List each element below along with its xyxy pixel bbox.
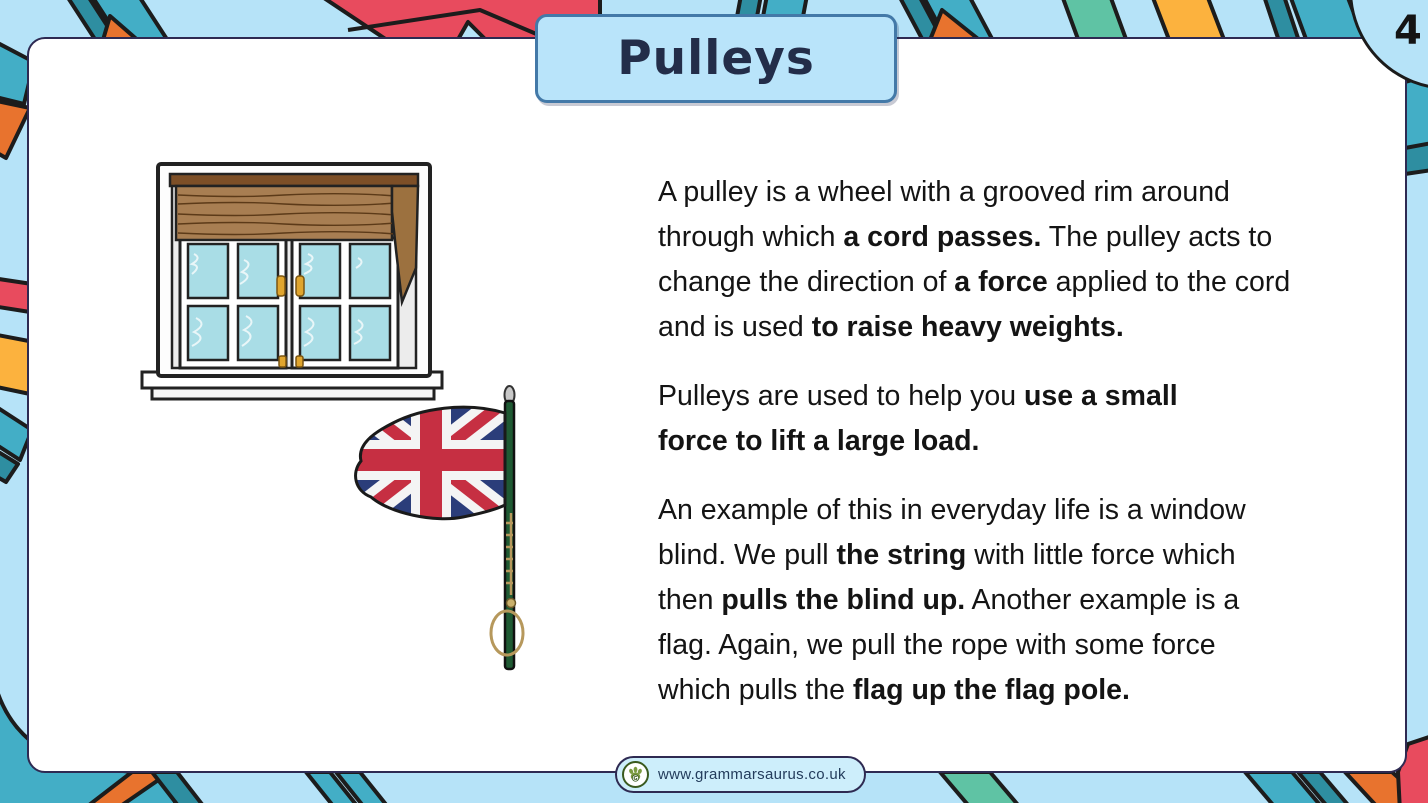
page-title: Pulleys (617, 31, 815, 86)
window-blind-illustration (140, 150, 445, 412)
grammarsaurus-footprint-logo-icon (622, 761, 649, 788)
footer-url: www.grammarsaurus.co.uk (658, 766, 846, 783)
paragraph: Pulleys are used to help you use a small force to lift a large load. (658, 380, 1178, 457)
footer-badge (615, 756, 866, 793)
paragraph: An example of this in everyday life is a window blind. We pull the string with little force which then pulls the blind up. Another example is a flag. Again, we pull the rope with some force which pulls the flag up the flag pole. (658, 494, 1246, 706)
body-text (658, 170, 1338, 737)
union-jack-flag-illustration (345, 383, 565, 683)
svg-text:G: G (633, 776, 638, 783)
title-box (535, 14, 897, 103)
paragraph: A pulley is a wheel with a grooved rim around through which a cord passes. The pulley acts to change the direction of a force applied to the cord and is used to raise heavy weights. (658, 176, 1291, 343)
page-number: 4 (1394, 8, 1422, 54)
